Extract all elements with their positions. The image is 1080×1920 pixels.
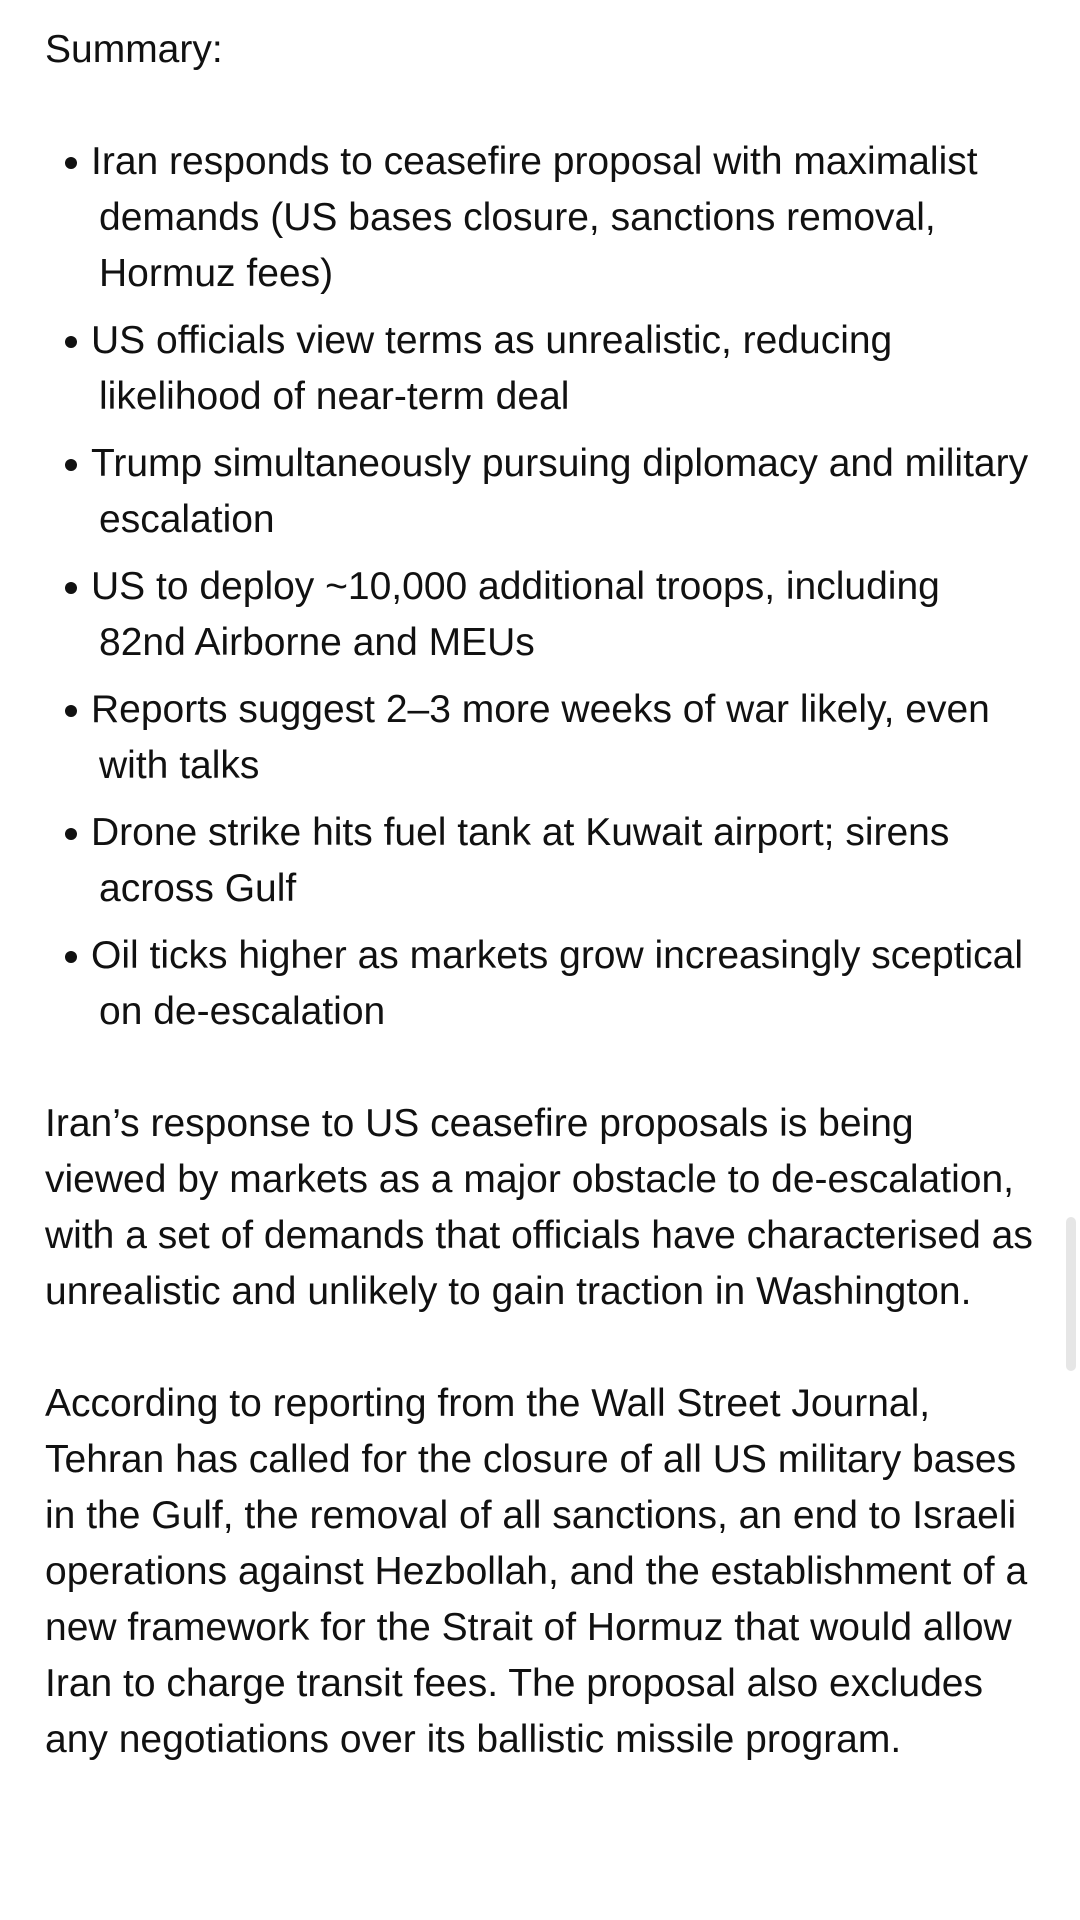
- summary-bullet-text: Drone strike hits fuel tank at Kuwait airport; sirens across Gulf: [91, 811, 950, 910]
- summary-bullet-text: Reports suggest 2–3 more weeks of war likely, even with talks: [91, 688, 990, 787]
- bullet-dot-icon: [65, 459, 77, 471]
- article-content: [45, 22, 1035, 1768]
- summary-bullet: [45, 559, 1035, 671]
- bullet-dot-icon: [65, 705, 77, 717]
- summary-bullet-text: Trump simultaneously pursuing diplomacy and military escalation: [91, 442, 1029, 541]
- bullet-dot-icon: [65, 157, 77, 169]
- summary-heading: Summary:: [45, 28, 223, 71]
- bullet-dot-icon: [65, 828, 77, 840]
- summary-bullet: [45, 134, 1035, 302]
- article-paragraph: Iran’s response to US ceasefire proposals is being viewed by markets as a major obstacle to de-escalation, with a set of demands that officials have characterised as unrealistic and unlikely to gain traction in Washington.: [45, 1102, 1033, 1313]
- summary-bullet: [45, 436, 1035, 548]
- summary-bullet-text: US to deploy ~10,000 additional troops, including 82nd Airborne and MEUs: [91, 565, 940, 664]
- bullet-dot-icon: [65, 582, 77, 594]
- summary-bullet-list: [45, 134, 1035, 1040]
- article-paragraph: According to reporting from the Wall Street Journal, Tehran has called for the closure of all US military bases in the Gulf, the removal of all sanctions, an end to Israeli operations against Hezbollah, and the establishment of a new framework for the Strait of Hormuz that would allow Iran to charge transit fees. The proposal also excludes any negotiations over its ballistic missile program.: [45, 1382, 1028, 1761]
- summary-bullet: [45, 928, 1035, 1040]
- summary-bullet: [45, 805, 1035, 917]
- summary-bullet-text: Iran responds to ceasefire proposal with maximalist demands (US bases closure, sanctions removal, Hormuz fees): [91, 140, 978, 295]
- summary-bullet-text: Oil ticks higher as markets grow increasingly sceptical on de-escalation: [91, 934, 1024, 1033]
- scrollbar-thumb[interactable]: [1066, 1217, 1076, 1371]
- bullet-dot-icon: [65, 336, 77, 348]
- summary-bullet: [45, 313, 1035, 425]
- summary-bullet: [45, 682, 1035, 794]
- summary-bullet-text: US officials view terms as unrealistic, reducing likelihood of near-term deal: [91, 319, 893, 418]
- bullet-dot-icon: [65, 951, 77, 963]
